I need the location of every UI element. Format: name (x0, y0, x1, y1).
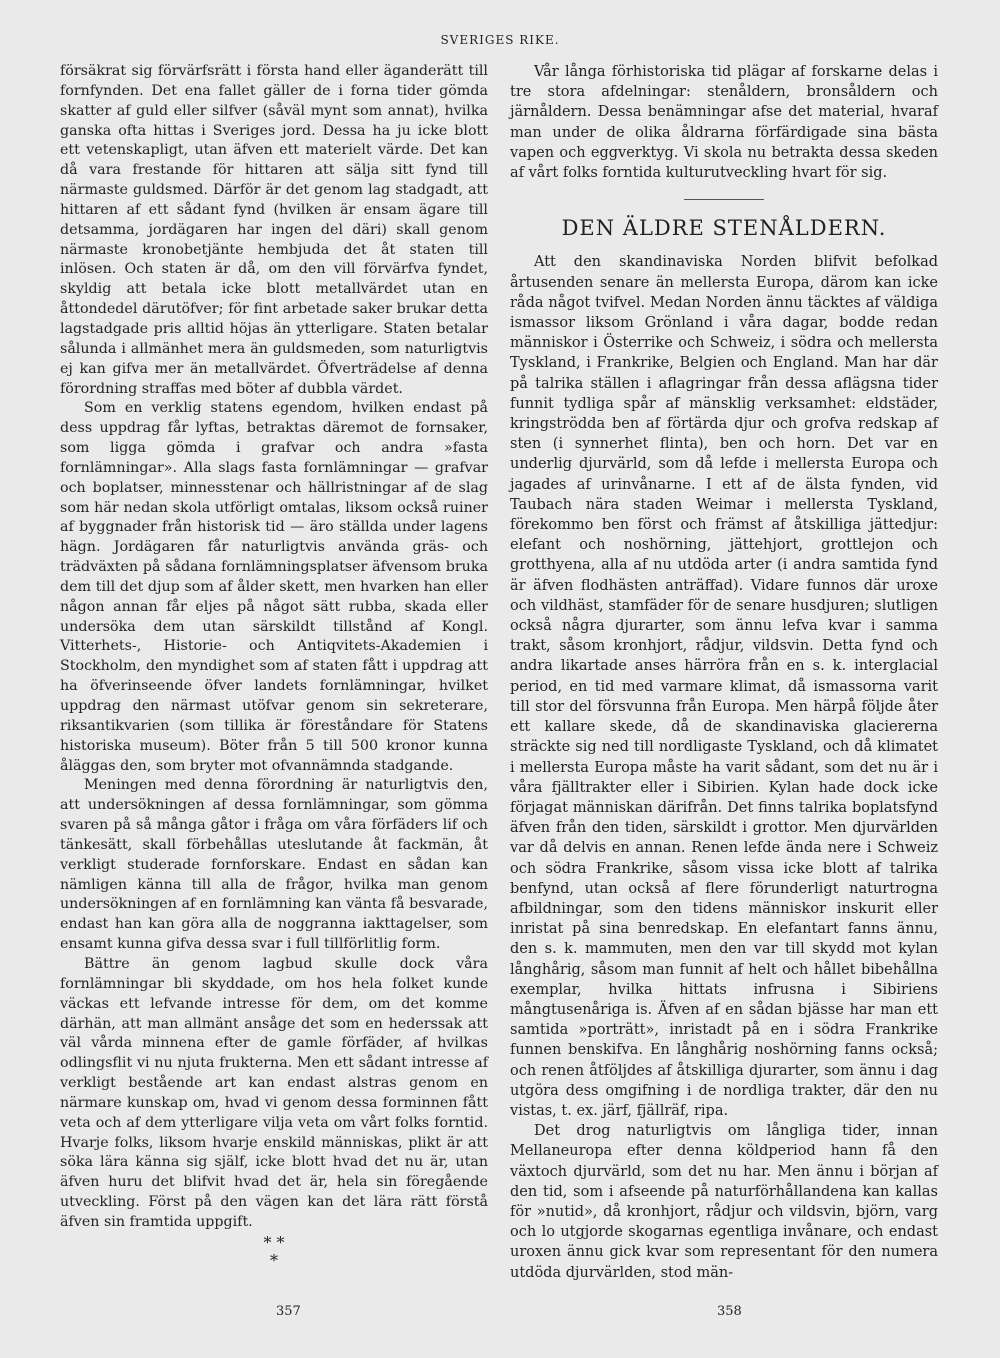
page-number-left: 357 (276, 1304, 301, 1319)
running-head: SVERIGES RIKE. (440, 33, 560, 47)
left-column (60, 62, 488, 1269)
paragraph: Som en verklig statens egendom, hvilken endast på dess uppdrag får lyftas, betraktas däremot de fornsaker, som ligga gömda i grafvar och andra »fasta fornlämningar». Alla slags fasta fornlämningar — grafvar och boplatser, minnesstenar och hällristningar af de slag som här nedan skola utförligt omtalas, liksom också ruiner af byggnader från historisk tid — äro ställda under lagens hägn. Jordägaren får naturligtvis använda gräs- och trädväxten på sådana fornlämningsplatser äfvensom bruka dem till det djup som af ålder skett, men hvarken han eller någon annan får eljes på något sätt rubba, skada eller undersöka dem utan särskildt tillstånd af Kongl. Vitterhets-, Historie- och Antiqvitets-Akademien i Stockholm, den myndighet som af staten fått i uppdrag att ha öfverinseende öfver landets fornlämningar, hvilket uppdrag den närmast utöfvar genom sin sekreterare, riksantikvarien (som tillika är föreståndare för Statens historiska museum). Böter från 5 till 500 kronor kunna åläggas den, som bryter mot ofvannämnda stadgande. (60, 400, 488, 774)
paragraph: Bättre än genom lagbud skulle dock våra fornlämningar bli skyddade, om hos hela folket kunde väckas ett lefvande intresse för dem, om det komme därhän, att man allmänt ansåge det som en hederssak att väl vårda minnena efter de gamle förfäder, af hvilkas odlingsflit vi nu njuta frukterna. Men ett sådant intresse af verkligt bestående art kan endast alstras genom en närmare kunskap om, hvad vi genom dessa forminnen fått veta och af dem ytterligare vilja veta om vårt folks forntid. Hvarje folks, liksom hvarje enskild människas, plikt är att söka lära känna sig själf, icke blott hvad det nu är, utan äfven huru det blifvit hvad det är, hela sin föregående utveckling. Först på den vägen kan det lära rätt förstå äfven sin framtida uppgift. (60, 955, 488, 1230)
paragraph: Det drog naturligtvis om långliga tider, innan Mellaneuropa efter denna köldperiod hann få den växtoch djurvärld, som det nu har. Men ännu i början af den tid, som i afseende på naturförhållandena kan kallas för »nutid», då kronhjort, rådjur och vildsvin, björn, varg och lo utgjorde skogarnas egentliga invånare, och endast uroxen ännu gick kvar som representant för den numera utdöda djurvärlden, stod män- (510, 1123, 938, 1281)
paragraph: Meningen med denna förordning är naturligtvis den, att undersökningen af dessa fornlämningar, som gömma svaren på så många gåtor i fråga om våra förfäders lif och tänkesätt, skall förbehållas uteslutande åt fackmän, åt verkligt studerade fornforskare. Endast en sådan kan nämligen känna till alla de frågor, hvilka man genom undersökningen af en fornlämning kan vänta få besvarade, endast han kan göra alla de noggranna iakttagelser, som ensamt kunna gifva dessa svar i full tillförlitlig form. (60, 777, 488, 953)
section-break-stars-bottom: * (270, 1250, 278, 1270)
section-heading: DEN ÄLDRE STENÅLDERN. (561, 216, 887, 241)
section-break-stars-top: * * (263, 1232, 285, 1252)
page-number-right: 358 (717, 1304, 742, 1319)
intro-paragraph: Vår långa förhistoriska tid plägar af forskarne delas i tre stora afdelningar: stenåldern, bronsåldern och järnåldern. Dessa benämningar afse det material, hvaraf man under de olika åldrarna förfärdigade sina bästa vapen och eggverktyg. Vi skola nu betrakta dessa skeden af vårt folks forntida kulturutveckling hvart för sig. (510, 64, 938, 182)
divider-rule (684, 199, 764, 200)
paragraph: försäkrat sig förvärfsrätt i första hand eller äganderätt till fornfynden. Det ena fallet gäller de i forna tider gömda skatter af guld eller silfver (såväl mynt som annat), hvilka ganska ofta hittas i Sveriges jord. Dessa ha ju icke blott ett vetenskapligt, utan äfven ett materielt värde. Det kan då vara frestande för hittaren att sälja sitt fynd till närmaste guldsmed. Därför är det genom lag stadgadt, att hittaren af ett sådant fynd (hvilken är ensam ägare till detsamma, jordägaren har ingen del däri) skall genom närmaste kronobetjänte hembjuda det åt staten till inlösen. Och staten är då, om den vill förvärfva fyndet, skyldig att betala icke blott metallvärdet utan en åttondedel därutöfver; för fint arbetade saker brukar detta lagstadgade pris alltid höjas än ytterligare. Staten betalar sålunda i allmänhet mera än guldsmeden, som naturligtvis ej kan gifva mer än metallvärdet. Öfverträdelse af denna förordning straffas med böter af dubbla värdet. (60, 63, 488, 397)
paragraph: Att den skandinaviska Norden blifvit befolkad årtusenden senare än mellersta Europa, därom kan icke råda något tvifvel. Medan Norden ännu täcktes af väldiga ismassor liksom Grönland i våra dagar, bodde redan människor i Österrike och Schweiz, i södra och mellersta Tyskland, i Frankrike, Belgien och England. Man har där på talrika ställen i aflagringar från dessa aflägsna tider funnit tydliga spår af mänsklig verksamhet: eldstäder, kringströdda ben af förtärda djur och grofva redskap af sten (i synnerhet flinta), ben och horn. Det var en underlig djurvärld, som då lefde i mellersta Europa och jagades af urinvånarne. I ett af de älsta fynden, vid Taubach nära staden Weimar i mellersta Tyskland, förekommo ben först och främst af åtskilliga jättedjur: elefant och noshörning, jättehjort, grottlejon och grotthyena, alla af nu utdöda arter (i andra samtida fynd är äfven flodhästen anträffad). Vidare funnos där uroxe och vildhäst, stamfäder för de senare husdjuren; slutligen också några djurarter, som ännu lefva kvar i samma trakt, såsom kronhjort, rådjur, vildsvin. Detta fynd och andra likartade anses härröra från en s. k. interglacial period, en tid med varmare klimat, då ismassorna varit till stor del försvunna från Europa. Men härpå följde åter ett kallare skede, då de skandinaviska glaciererna sträckte sig ned till nordligaste Tyskland, och då klimatet i mellersta Europa måste ha varit sådant, som det nu är i våra fjälltrakter eller i Sibirien. Kylan hade dock icke förjagat människan därifrån. Det finns talrika boplatsfynd äfven från den tiden, särskildt i grottor. Men djurvärlden var då delvis en annan. Renen lefde ända nere i Schweiz och södra Frankrike, såsom vissa icke blott af talrika benfynd, utan också af flere förunderligt naturtrogna afbildningar, som den tidens människor inskurit eller inristat på sina benredskap. En elefantart fanns ännu, den s. k. mammuten, men den var till skydd mot kylan långhårig, såsom man funnit af helt och hållet bibehållna exemplar, hvilka hittats infrusna i Sibiriens mångtusenåriga is. Äfven af en sådan bjässe har man ett samtida »porträtt», inristadt på en i södra Frankrike funnen benskifva. En långhårig noshörning fanns också; och renen åtföljdes af åtskilliga djurarter, som ännu i dag utgöra dess omgifning i de nordliga trakter, där den nu vistas, t. ex. järf, fjällräf, ripa. (510, 254, 938, 1119)
right-column (510, 62, 938, 1283)
